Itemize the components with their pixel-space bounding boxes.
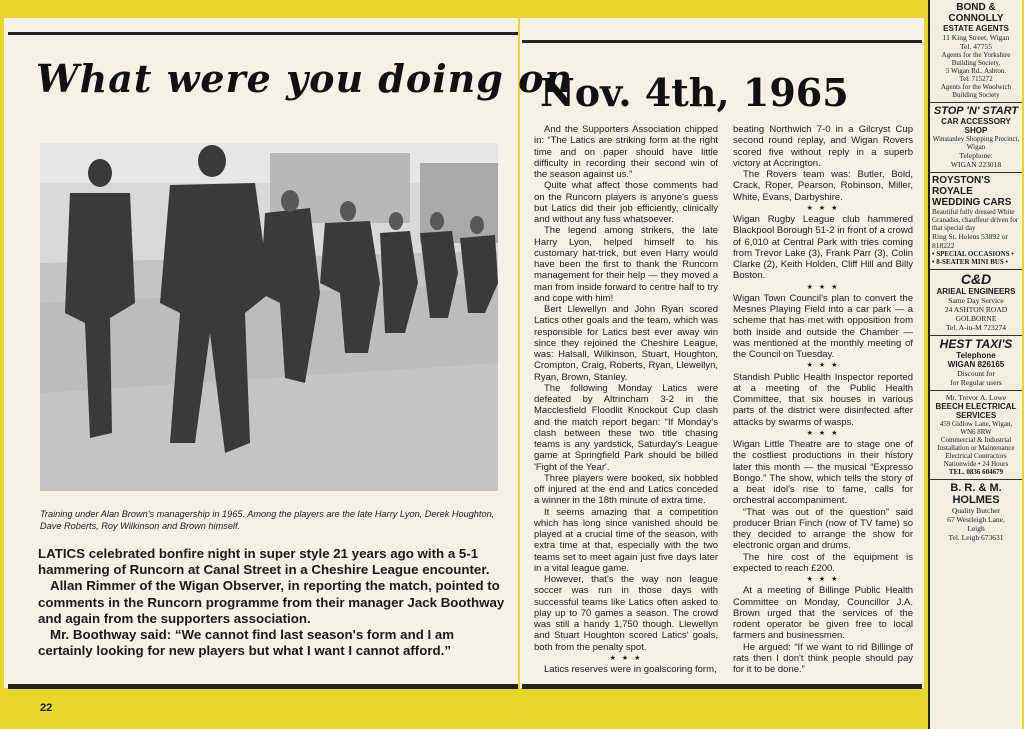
ad-text: Agents for the Woolwich Building Society [940, 83, 1012, 99]
ad-title: B. R. & M. HOLMES [950, 482, 1002, 506]
article-paragraph: Bert Llewellyn and John Ryan scored Latics other goals and the team, which was responsible for Latics best ever away win since they rejoined the Cheshire League, was: Halsall, Wilkinson, Stuart, Houghton, Crompton, Craig, Roberts, Ryan, Llewellyn, Ryan, Brown, Stanley. [534, 304, 718, 383]
section-separator: ★ ★ ★ [806, 362, 840, 370]
ad-subtitle: ESTATE AGENTS [943, 24, 1009, 33]
advert-column [928, 0, 1022, 729]
headline-right: Nov. 4th, 1965 [540, 70, 849, 115]
ad-telephone: TEL. 0836 604679 [948, 468, 1004, 476]
ad-subtitle: ARIEAL ENGINEERS [936, 287, 1016, 296]
ad-telephone: Ring St. Helens 53892 or 818222 [932, 232, 1009, 250]
ad-stop-n-start [930, 103, 1022, 173]
article-paragraph: Wigan Little Theatre are to stage one of the costliest productions in their history later this month — the musical “Expresso Bongo.” The show, which tells the story of a beat idol's rise to fame, calls for orchestral accompaniment. [733, 439, 913, 507]
article-paragraph: Standish Public Health Inspector reported at a meeting of the Public Health Committee, that six houses in various parts of the district were disinfected after attacks by swarms of wasps. [733, 371, 913, 428]
article-paragraph: He argued: “If we want to rid Billinge of rats then I don't think people should pay for it to be done.” [733, 641, 913, 675]
ad-address: 67 Westleigh Lane, [947, 515, 1005, 524]
ad-roystons [930, 173, 1022, 270]
ad-beech-electrical [930, 391, 1022, 480]
ad-address: Leigh [967, 524, 985, 533]
photo-illustration [40, 143, 498, 491]
article-paragraph: Three players were booked, six hobbled off injured at the end and Latics conceded a winner in the 18th minute of extra time. [534, 472, 718, 507]
headline-left: What were you doing on [36, 56, 574, 101]
training-photo [40, 143, 498, 491]
article-paragraph: The Rovers team was: Butler, Bold, Crack, Roper, Pearson, Robinson, Miller, White, Evans, Darbyshire. [733, 169, 913, 203]
article-paragraph: Latics reserves were in goalscoring form, [544, 664, 717, 675]
article-paragraph: And the Supporters Association chipped in: “The Latics are striking form at the right time and on paper should have little difficulty in recording their second win of the season against us.” [534, 124, 718, 180]
ad-text: Beautiful fully dressed White Granadas, chauffeur driven for that special day [932, 208, 1019, 232]
ad-text: Agents for the Yorkshire Building Society, [941, 51, 1011, 67]
ad-address: 459 Gidlow Lane, Wigan, WN6 8RW [939, 420, 1013, 436]
bottom-rule-left [8, 684, 518, 689]
article-paragraph: It seems amazing that a competition which has long since vanished should be played at a crucial time of the season, with extra time at that, especially with the two teams set to meet again just five days later in a vital league game. [534, 506, 718, 574]
ad-text: • 8-SEATER MINI BUS • [932, 258, 1008, 266]
page-number: 22 [40, 702, 53, 714]
ad-telephone: WIGAN 223018 [950, 160, 1002, 169]
ad-title: BEECH ELECTRICAL SERVICES [935, 402, 1017, 420]
ad-hest-taxis [930, 336, 1022, 391]
ad-text: Quality Butcher [951, 506, 1001, 515]
ad-text: for Regular users [950, 378, 1002, 387]
article-paragraph: The following Monday Latics were defeated by Altrincham 3-2 in the Macclesfield Floodlit Knockout Cup clash and the match report began: “If Monday's clash between these two title chasing teams is any yardstick, Saturday's League game at Springfield Park should be billed 'Fight of the Year'. [534, 382, 718, 473]
ad-text: Same Day Service [948, 296, 1004, 305]
article-paragraph: However, that's the way non league soccer was run in those days with successful teams like Latics often asked to play up to 70 games a season. The crowd was still a handy 1,750 though. Llewellyn and Stuart Houghton scored Latics' goals, both from the penalty spot. [534, 574, 718, 653]
ad-title: ROYSTON'S ROYALE WEDDING CARS [932, 175, 1012, 208]
ad-text: Mr. Trevor A. Lowe [945, 393, 1007, 402]
ad-address: 11 King Street, Wigan [942, 33, 1010, 42]
article-paragraph: At a meeting of Billinge Public Health Committee on Monday, Councillor J.A. Brown urged that the services of the rodent operator be given free to local farmers and businessmen. [733, 585, 913, 642]
intro-paragraph: Mr. Boothway said: “We cannot find last season's form and I am certainly looking for new players but what I want I cannot afford.” [38, 627, 455, 659]
section-separator: ★ ★ ★ [806, 576, 840, 583]
article-paragraph: beating Northwich 7-0 in a Gilcryst Cup second round replay, and Wigan Rovers scored five without reply in a superb victory at Accrington. [733, 124, 913, 169]
ad-bond-connolly [930, 0, 1022, 103]
section-separator: ★ ★ ★ [806, 429, 840, 437]
article-paragraph: Wigan Town Council's plan to convert the Mesnes Playing Field into a car park — a scheme that has met with opposition from both inside and outside the Chamber — was mentioned at the monthly meeting of the Council on Tuesday. [733, 292, 913, 360]
article-paragraph: Quite what affect those comments had on the Runcorn players is anyone's guess but Latics did their job efficiently, clinically and without any fuss whatsoever. [534, 180, 718, 225]
ad-address: 24 ASHTON ROAD [944, 305, 1008, 314]
ad-text: Discount for [957, 369, 995, 378]
top-rule-left [8, 32, 518, 35]
intro-paragraph: Allan Rimmer of the Wigan Observer, in reporting the match, pointed to comments in the Runcorn programme from their manager Jack Boothway and again from the supporters association. [38, 578, 505, 626]
ad-cd-engineers [930, 270, 1022, 336]
article-paragraph: “That was out of the question” said producer Brian Finch (now of TV fame) so they decided to arrange the show for electronic organ and drums. [733, 506, 913, 552]
top-rule-right [522, 40, 922, 43]
intro-paragraph: LATICS celebrated bonfire night in super style 21 years ago with a 5-1 hammering of Runcorn at Canal Street in a Cheshire League encounter. [38, 546, 490, 578]
ad-telephone: Tel. A-in-M 723274 [945, 323, 1007, 332]
ad-address: Winstanley Shopping Precinct, Wigan [932, 135, 1020, 151]
photo-caption: Training under Alan Brown's managership in 1965. Among the players are the late Harry Lyon, Derek Houghton, Dave Roberts, Roy Wilkinson and Brown himself. [40, 509, 495, 531]
section-separator: ★ ★ ★ [806, 204, 840, 212]
bottom-rule-right [522, 684, 922, 689]
ad-text: • SPECIAL OCCASIONS • [932, 250, 1014, 258]
ad-telephone: Tel. 715272 [959, 75, 993, 83]
ad-holmes-butcher [930, 480, 1022, 545]
ad-title: C&D [960, 271, 992, 287]
article-paragraph: The legend among strikers, the late Harry Lyon, helped himself to his customary hat-trick, but even Harry would have been the first to thank the Runcorn management for their help — they moved a man from inside forward to centre half to try and cope with him! [534, 225, 718, 304]
ad-address: 5 Wigan Rd., Ashton. [945, 67, 1007, 75]
article-column-1 [534, 124, 718, 675]
ad-telephone: Tel. 47755 [960, 42, 992, 51]
ad-address: GOLBORNE [955, 314, 997, 323]
ad-text: Commercial & Industrial Installation or Maintenance Electrical Contractors Nationwide • 24 Hours [937, 436, 1015, 468]
ad-subtitle: CAR ACCESSORY SHOP [941, 117, 1011, 135]
ad-telephone-label: Telephone [956, 351, 996, 360]
ad-title: BOND & CONNOLLY [948, 2, 1004, 24]
ad-title: STOP 'N' START [933, 105, 1019, 117]
intro-text [38, 546, 508, 659]
section-separator: ★ ★ ★ [609, 654, 643, 662]
ad-telephone-label: Telephone: [959, 151, 993, 160]
article-column-2 [733, 124, 913, 675]
ad-title: HEST TAXI'S [939, 337, 1013, 351]
ad-telephone: Tel. Leigh 673631 [948, 533, 1004, 542]
article-paragraph: Wigan Rugby League club hammered Blackpool Borough 51-2 in front of a crowd of 6,010 at Central Park with tries coming from Trevor Lake (3), Frank Parr (3), Colin Clarke (2), Keith Holden, Cliff Hill and Billy Boston. [733, 214, 913, 282]
section-separator: ★ ★ ★ [806, 283, 840, 291]
article-paragraph: The hire cost of the equipment is expected to reach £200. [733, 551, 913, 574]
ad-telephone: WIGAN 826165 [947, 360, 1005, 369]
